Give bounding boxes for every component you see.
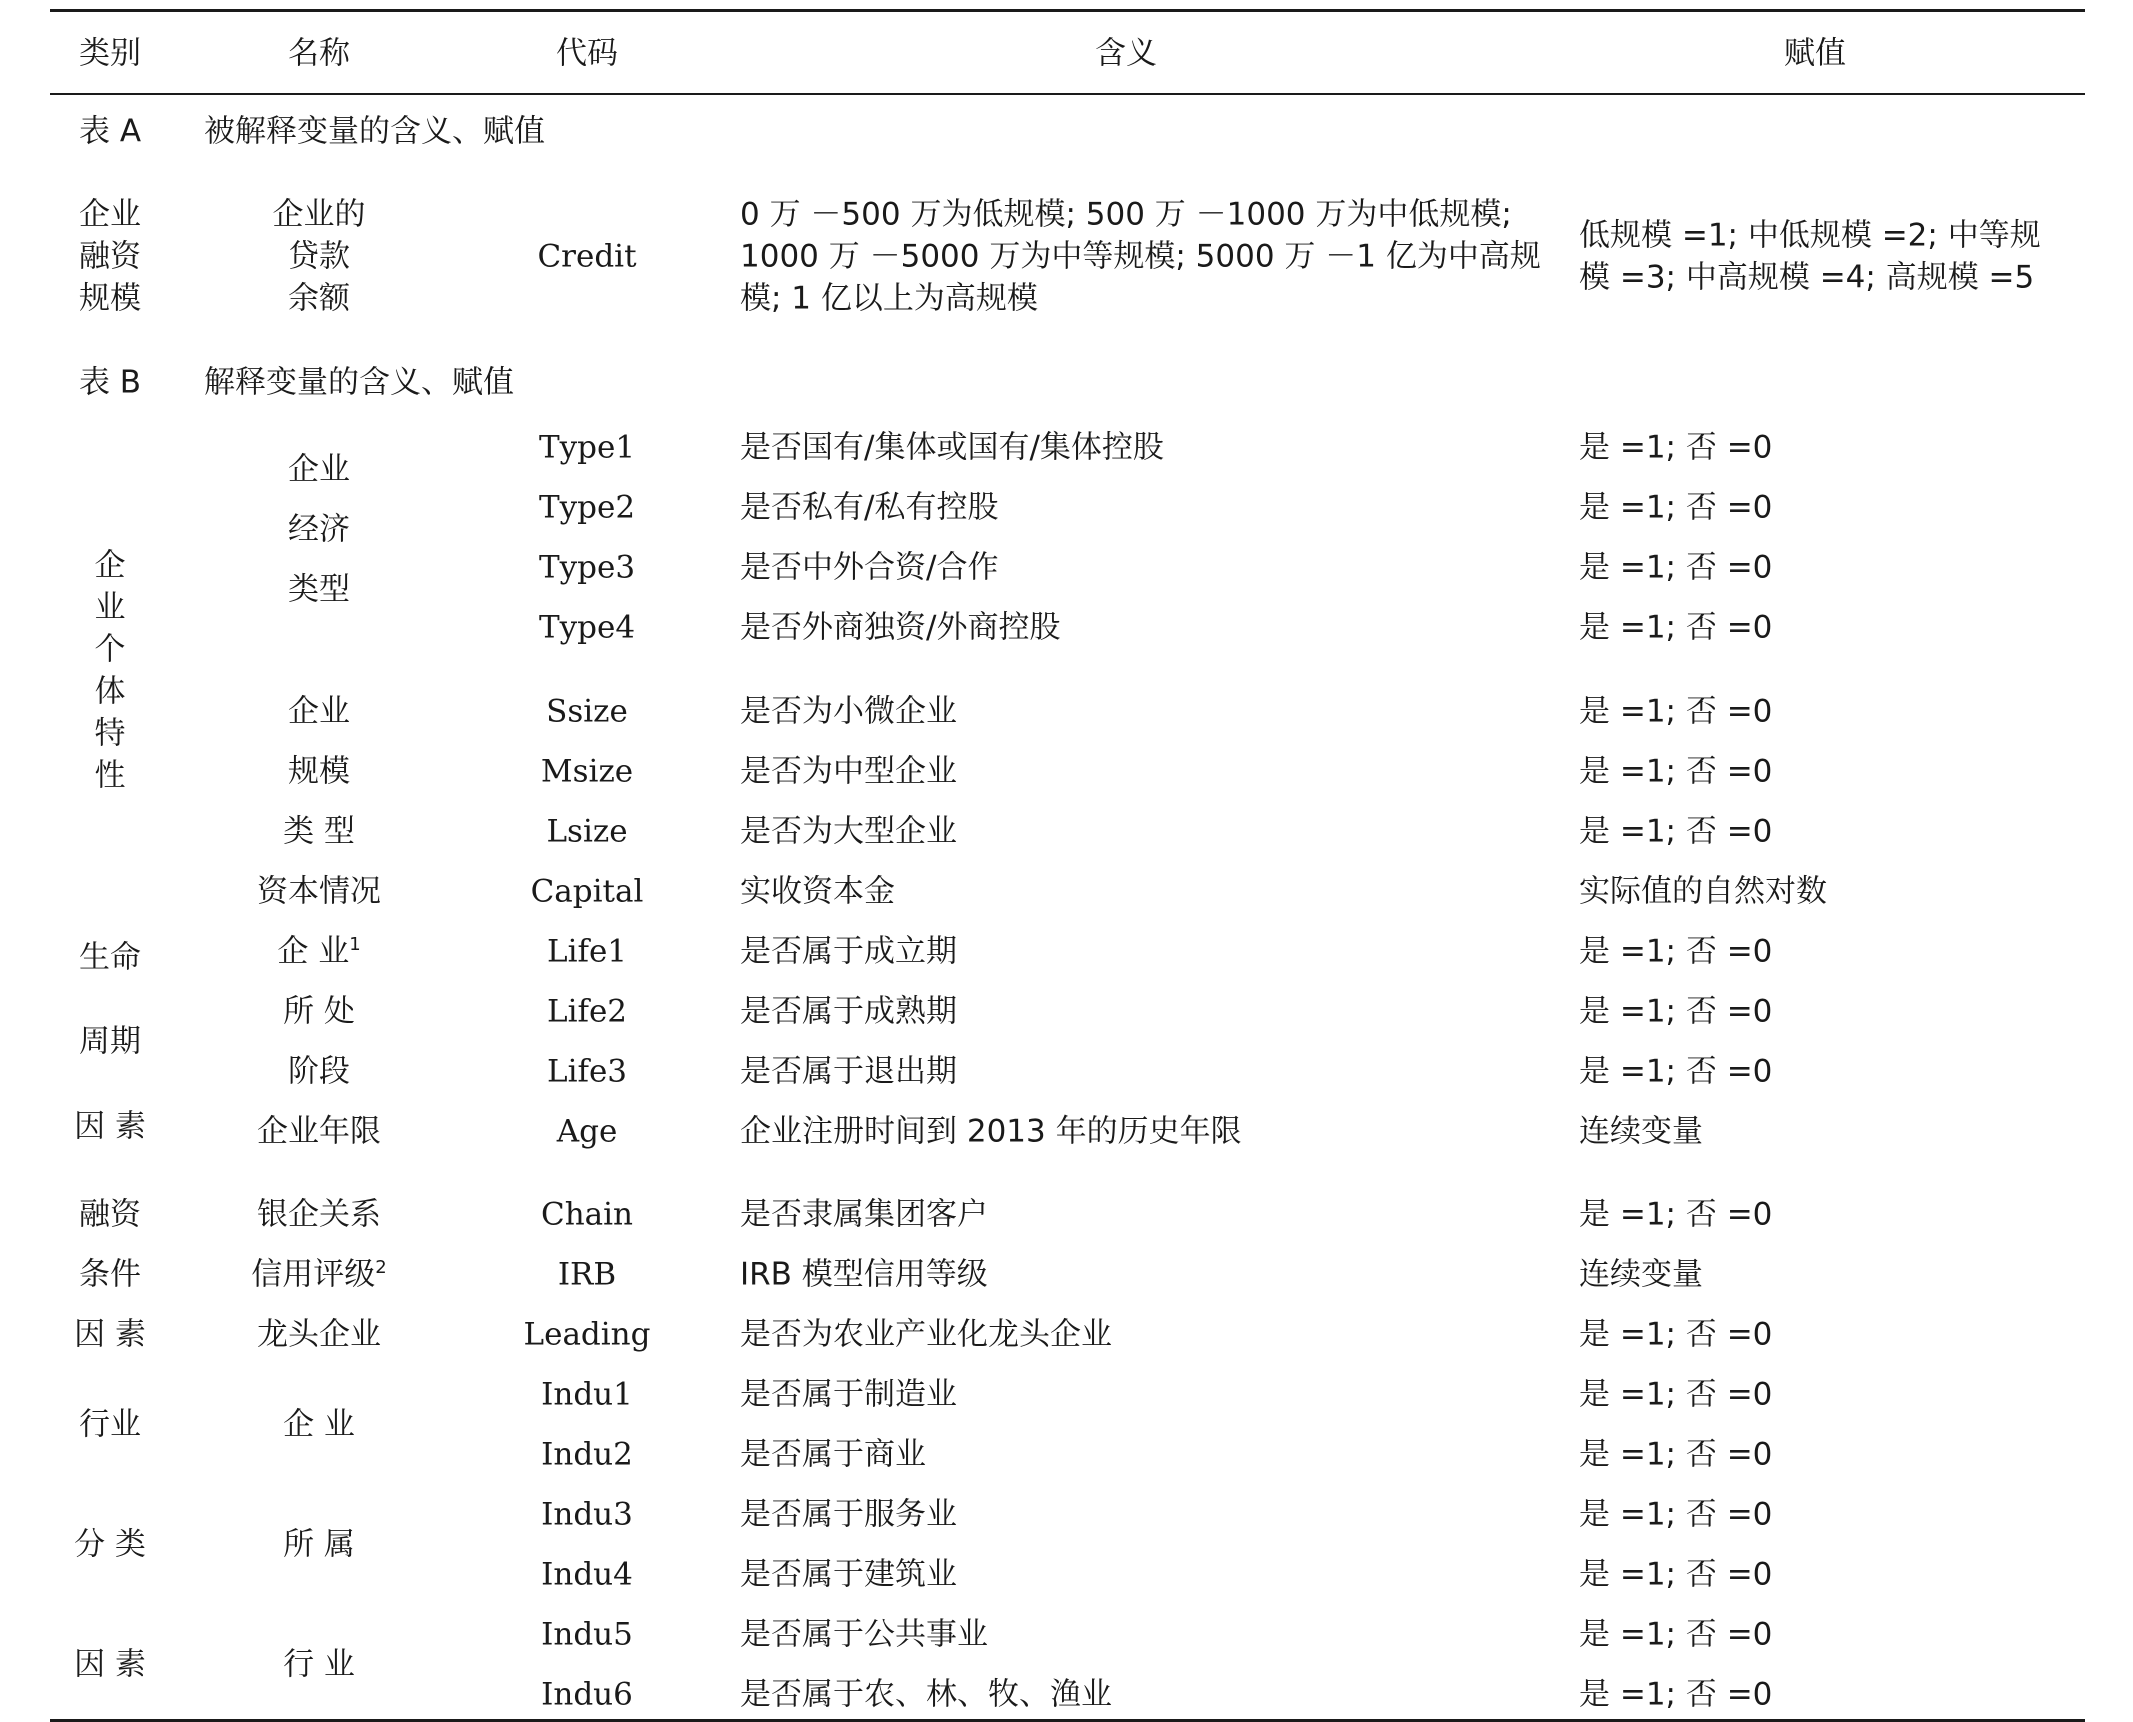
row-value: 是 =1; 否 =0 <box>1579 993 1773 1030</box>
row-value: 连续变量 <box>1579 1113 1703 1150</box>
row-value: 是 =1; 否 =0 <box>1579 1196 1773 1233</box>
industry-name-line: 行 业 <box>283 1646 355 1683</box>
row-code: Indu6 <box>541 1676 633 1713</box>
credit-value-line: 模 =3; 中高规模 =4; 高规模 =5 <box>1579 259 2035 296</box>
age-name: 企业年限 <box>257 1113 381 1150</box>
row-value: 是 =1; 否 =0 <box>1579 429 1773 466</box>
row-value: 是 =1; 否 =0 <box>1579 1676 1773 1713</box>
row-meaning: 是否属于建筑业 <box>740 1556 957 1593</box>
row-meaning: 是否为农业产业化龙头企业 <box>740 1316 1112 1353</box>
row-meaning: 是否私有/私有控股 <box>740 489 999 526</box>
industry-name-line: 所 属 <box>283 1526 355 1563</box>
row-meaning: 是否国有/集体或国有/集体控股 <box>740 429 1164 466</box>
bank-name: 银企关系 <box>257 1196 381 1233</box>
row-code: Type2 <box>538 489 636 526</box>
capital-name: 资本情况 <box>257 873 381 910</box>
credit-code: Credit <box>537 238 637 275</box>
row-meaning: 是否属于公共事业 <box>740 1616 988 1653</box>
leading-name: 龙头企业 <box>257 1316 381 1353</box>
row-value: 是 =1; 否 =0 <box>1579 813 1773 850</box>
row-code: Age <box>556 1113 618 1150</box>
size-name-line: 类 型 <box>283 813 355 850</box>
row-meaning: 实收资本金 <box>740 873 895 910</box>
section-b-label: 表 B <box>78 364 142 401</box>
row-value: 实际值的自然对数 <box>1579 873 1827 910</box>
credit-name-line: 贷款 <box>288 238 350 275</box>
section-b-title: 解释变量的含义、赋值 <box>204 364 514 401</box>
row-meaning: 是否属于成熟期 <box>740 993 957 1030</box>
section-a-label: 表 A <box>78 113 142 150</box>
individual-category-char: 体 <box>94 673 126 710</box>
stage-name-line: 所 处 <box>283 993 355 1030</box>
credit-category-line: 规模 <box>79 280 141 317</box>
row-value: 是 =1; 否 =0 <box>1579 1053 1773 1090</box>
credit-value-line: 低规模 =1; 中低规模 =2; 中等规 <box>1579 217 2041 254</box>
row-meaning: 是否属于制造业 <box>740 1376 957 1413</box>
row-meaning: 是否属于退出期 <box>740 1053 957 1090</box>
row-code: Lsize <box>546 813 628 850</box>
header-name: 名称 <box>288 35 350 72</box>
row-meaning: 是否隶属集团客户 <box>740 1196 988 1233</box>
row-meaning: IRB 模型信用等级 <box>740 1256 988 1293</box>
finance-category-line: 条件 <box>79 1256 141 1293</box>
individual-category-char: 业 <box>94 589 126 626</box>
credit-category-line: 企业 <box>79 196 141 233</box>
footnote-2-marker: 2 <box>375 1257 387 1279</box>
row-code: Leading <box>523 1316 651 1353</box>
row-code: IRB <box>557 1256 617 1293</box>
row-code: Indu4 <box>541 1556 633 1593</box>
footnote-1-marker: 1 <box>349 934 361 956</box>
row-code: Ssize <box>546 693 628 730</box>
size-name-line: 企业 <box>288 693 350 730</box>
row-meaning: 是否为大型企业 <box>740 813 957 850</box>
row-code: Type4 <box>538 609 636 646</box>
row-value: 是 =1; 否 =0 <box>1579 549 1773 586</box>
header-category: 类别 <box>79 35 141 72</box>
row-meaning: 是否属于服务业 <box>740 1496 957 1533</box>
row-code: Type1 <box>538 429 636 466</box>
credit-meaning-line: 1000 万 －5000 万为中等规模; 5000 万 －1 亿为中高规 <box>740 238 1541 275</box>
section-a-title: 被解释变量的含义、赋值 <box>204 113 545 150</box>
individual-category-char: 性 <box>94 757 126 794</box>
industry-category-line: 分 类 <box>74 1526 146 1563</box>
row-code: Indu2 <box>541 1436 633 1473</box>
top-rule <box>50 9 2085 12</box>
row-code: Life3 <box>546 1053 628 1090</box>
industry-category-line: 因 素 <box>74 1646 146 1683</box>
row-meaning: 是否为中型企业 <box>740 753 957 790</box>
life-category-line: 周期 <box>79 1023 141 1060</box>
row-value: 是 =1; 否 =0 <box>1579 933 1773 970</box>
life-category-line: 因 素 <box>74 1108 146 1145</box>
row-value: 是 =1; 否 =0 <box>1579 609 1773 646</box>
econ-type-name-line: 经济 <box>288 511 350 548</box>
size-name-line: 规模 <box>288 753 350 790</box>
row-meaning: 是否为小微企业 <box>740 693 957 730</box>
header-code: 代码 <box>556 35 618 72</box>
row-value: 连续变量 <box>1579 1256 1703 1293</box>
stage-name-line: 企 业$^1$ <box>277 933 361 970</box>
row-meaning: 是否属于商业 <box>740 1436 926 1473</box>
econ-type-name-line: 类型 <box>288 571 350 608</box>
industry-name-line: 企 业 <box>283 1406 355 1443</box>
row-code: Capital <box>530 873 644 910</box>
row-code: Chain <box>540 1196 634 1233</box>
row-code: Life1 <box>546 933 628 970</box>
row-meaning: 是否属于农、林、牧、渔业 <box>740 1676 1112 1713</box>
header-meaning: 含义 <box>1095 35 1157 72</box>
row-meaning: 企业注册时间到 2013 年的历史年限 <box>740 1113 1242 1150</box>
row-code: Indu5 <box>541 1616 633 1653</box>
row-code: Life2 <box>546 993 628 1030</box>
row-value: 是 =1; 否 =0 <box>1579 693 1773 730</box>
row-code: Indu3 <box>541 1496 633 1533</box>
row-code: Type3 <box>538 549 636 586</box>
row-meaning: 是否外商独资/外商控股 <box>740 609 1061 646</box>
header-rule <box>50 93 2085 95</box>
rating-name: 信用评级$^2$ <box>251 1256 387 1293</box>
industry-category-line: 行业 <box>79 1406 141 1443</box>
individual-category-char: 个 <box>94 631 126 668</box>
row-meaning: 是否中外合资/合作 <box>740 549 999 586</box>
credit-category-line: 融资 <box>79 238 141 275</box>
individual-category-char: 企 <box>94 547 126 584</box>
row-value: 是 =1; 否 =0 <box>1579 1376 1773 1413</box>
stage-name-line: 阶段 <box>288 1053 350 1090</box>
credit-name-line: 企业的 <box>272 196 366 233</box>
individual-category-char: 特 <box>94 715 126 752</box>
econ-type-name-line: 企业 <box>288 451 350 488</box>
row-value: 是 =1; 否 =0 <box>1579 1316 1773 1353</box>
credit-meaning-line: 模; 1 亿以上为高规模 <box>740 280 1038 317</box>
credit-meaning-line: 0 万 －500 万为低规模; 500 万 －1000 万为中低规模; <box>740 196 1512 233</box>
row-code: Msize <box>540 753 634 790</box>
row-code: Indu1 <box>541 1376 633 1413</box>
row-value: 是 =1; 否 =0 <box>1579 1436 1773 1473</box>
finance-category-line: 融资 <box>79 1196 141 1233</box>
header-value: 赋值 <box>1784 35 1846 72</box>
life-category-line: 生命 <box>79 939 141 976</box>
row-value: 是 =1; 否 =0 <box>1579 489 1773 526</box>
row-meaning: 是否属于成立期 <box>740 933 957 970</box>
row-value: 是 =1; 否 =0 <box>1579 1616 1773 1653</box>
credit-name-line: 余额 <box>288 280 350 317</box>
row-value: 是 =1; 否 =0 <box>1579 1556 1773 1593</box>
finance-category-line: 因 素 <box>74 1316 146 1353</box>
row-value: 是 =1; 否 =0 <box>1579 753 1773 790</box>
row-value: 是 =1; 否 =0 <box>1579 1496 1773 1533</box>
